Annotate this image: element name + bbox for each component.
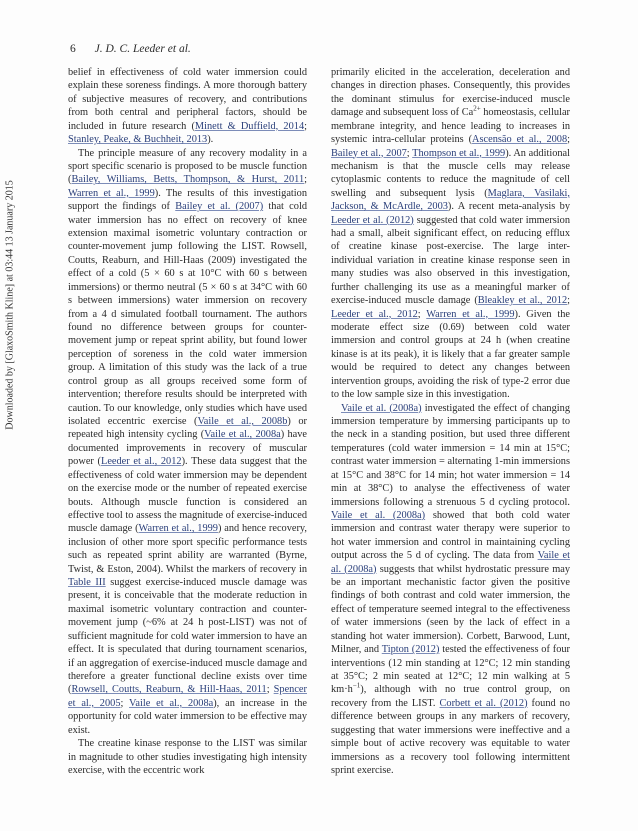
body-text: suggest exercise-induced muscle damage was present, it is conceivable that the moderate reduction in maximal isometric voluntary contraction and counter-movement jump (~6% at 24 h post-LIST) was not of sufficient magnitude for cold water immersion to have an effect. It is speculated that during tournament scenarios, if an aggregation of exercise-induced muscle damage and therefore a greater functional decline exists over time (: [68, 577, 308, 696]
body-text: ) have documented improvements in recovery of muscular power (: [68, 429, 308, 468]
body-text: ), although with no true control group, on recovery from the LIST.: [331, 684, 570, 709]
body-text: investigated the effect of changing immersion temperature by immersing participants up to the neck in a standing position, but used three different temperatures (cold water immersion = 14 min at 15°C; contrast water immersion = alternating 1-min immersions at 15°C and 38°C for 14 min; hot water immersion = 14 min at 38°C) to analyse the effectiveness of water immersions following a strenuous 5 d cycling protocol.: [331, 402, 570, 508]
body-text: ). Given the moderate effect size (0.69) between cold water immersion and control groups at 24 h (when creatine kinase is at its peak), it is likely that a far greater sample would be required to detect any changes between intervention groups, avoiding the risk of type-2 error due to the low sample size in this investigation.: [331, 308, 570, 401]
citation-link[interactable]: Vaile et al. (2008a): [331, 550, 570, 575]
body-text: ;: [406, 147, 413, 159]
body-text: ). The results of this investigation support the findings of: [68, 187, 308, 213]
citation-link[interactable]: Bleakley et al., 2012: [477, 295, 568, 307]
body-text: ). These data suggest that the effectiveness of cold water immersion may be dependent on the exercise mode or the number of repeated exercise bouts. Although muscle function is considered an effective tool to assess the magnitude of exercise-induced muscle damage (: [68, 456, 307, 535]
citation-link[interactable]: Vaile et al. (2008a): [341, 402, 422, 414]
body-text: ;: [304, 174, 307, 186]
body-text: primarily elicited in the acceleration, deceleration and changes in direction phases. Consequently, this provides the dominant stimulus for exercise-induced muscle damage and subsequent loss of Ca: [331, 67, 570, 119]
citation-link[interactable]: Rowsell, Coutts, Reaburn, & Hill-Haas, 2011: [71, 684, 267, 696]
citation-link[interactable]: Warren et al., 1999: [68, 187, 155, 199]
citation-link[interactable]: Vaile et al., 2008a: [129, 697, 214, 709]
citation-link[interactable]: Tipton (2012): [381, 644, 440, 656]
citation-link[interactable]: Bailey, Williams, Betts, Thompson, & Hurst, 2011: [71, 174, 305, 186]
body-text: ).: [207, 134, 214, 146]
citation-link[interactable]: Leeder et al., 2012: [331, 308, 418, 320]
citation-link[interactable]: Corbett et al. (2012): [439, 697, 528, 709]
body-text: homeostasis, cellular membrane integrity, and hence leading to increases in systemic intra-cellular proteins (: [331, 107, 570, 146]
citation-link[interactable]: Stanley, Peake, & Buchheit, 2013: [68, 134, 208, 146]
body-text: suggests that whilst hydrostatic pressure may be an important mechanistic factor given the positive findings of both contrast and cold water immersion, the effect of temperature seemed integral to the effectiveness of water immersions (seen by the lack of effect in a standing hot water immersion). Corbett, Barwood, Lunt, Milner, and: [331, 563, 570, 656]
paragraph: [331, 402, 570, 778]
citation-link[interactable]: Warren et al., 1999: [426, 308, 515, 320]
body-text: ;: [567, 134, 571, 146]
superscript: 2+: [473, 104, 481, 113]
body-text: found no difference between groups in any markers of recovery, suggesting that water immersions were ineffective and a simple bout of active recovery was equitable to water immersions as a recovery tool following intermittent sprint exercise.: [331, 697, 570, 776]
citation-link[interactable]: Thompson et al., 1999: [412, 147, 506, 159]
citation-link[interactable]: Spencer et al., 2005: [68, 684, 307, 709]
body-text: ;: [567, 295, 571, 307]
citation-link[interactable]: Vaile et al., 2008b: [197, 415, 288, 427]
body-text: tested the effectiveness of four interventions (12 min standing at 12°C; 12 min standing at 35°C; 2 min seated at 12°C; 12 min walking at 5 km·h: [331, 644, 570, 696]
right-column: [331, 66, 570, 777]
body-text: ;: [417, 308, 427, 320]
citation-link[interactable]: Table III: [68, 577, 106, 589]
body-text: showed that both cold water immersion and contrast water therapy were superior to hot water immersion and control in maintaining cycling output across the 5 d of cycling. The data from: [331, 509, 570, 562]
body-text: ) or repeated high intensity cycling (: [68, 415, 307, 441]
body-text: ). An additional mechanism is that the muscle cells may release cytoplasmic contents to reduce the magnitude of cell swelling and subsequent lysis (: [331, 147, 571, 199]
paragraph: [68, 66, 307, 147]
paragraph: [331, 66, 570, 402]
download-note: Downloaded by [GlaxoSmith Kline] at 03:44 13 January 2015: [4, 180, 16, 430]
left-column: [68, 66, 307, 777]
superscript: −1: [352, 681, 361, 690]
download-watermark: [3, 60, 17, 550]
citation-link[interactable]: Bailey et al., 2007: [331, 147, 407, 159]
running-header: [70, 43, 191, 55]
body-text: belief in effectiveness of cold water immersion could explain these soreness findings. A more thorough battery of subjective measures of recovery, and contributions from both central and peripheral factors, should be included in future research (: [68, 67, 307, 132]
citation-link[interactable]: Bailey et al. (2007): [175, 201, 264, 213]
citation-link[interactable]: Vaile et al., 2008a: [204, 429, 281, 441]
body-text: ). A recent meta-analysis by: [447, 201, 570, 213]
body-text: suggested that cold water immersion had a small, albeit significant effect, on reducing efflux of creatine kinase post-exercise. The large inter-individual variation in creatine kinase response seen in many studies was also observed in this investigation, further challenging its use as a meaningful marker of exercise-induced muscle damage (: [331, 214, 570, 307]
body-text: that cold water immersion has no effect on recovery of knee extension maximal isometric voluntary contraction or counter-movement jump following the LIST. Rowsell, Coutts, Reaburn, and Hill-Haas (2009) investigated the effect of a cold (5 × 60 s at 10°C with 60 s between immersions) or thermo neutral (5 × 60 s at 34°C with 60 s between immersions) water immersion on recovery from a 4 d simulated football tournament. The authors found no difference between groups for counter-movement jump or repeat sprint ability, but found lower perception of soreness in the cold water immersion group. A limitation of this study was the lack of a true control group as all groups received some form of intervention; therefore results should be interpreted with caution. To our knowledge, only studies which have used isolated eccentric exercise (: [68, 201, 307, 427]
citation-link[interactable]: Leeder et al., 2012: [101, 456, 182, 468]
running-head-authors: J. D. C. Leeder et al.: [94, 43, 191, 55]
citation-link[interactable]: Warren et al., 1999: [138, 523, 218, 535]
body-text: ) and hence recovery, inclusion of other more sport specific performance tests such as repeated sprint ability are warranted (Byrne, Twist, & Eston, 2004). Whilst the markers of recovery in: [68, 523, 308, 575]
body-text: The creatine kinase response to the LIST was similar in magnitude to other studies investigating high intensity exercise, with the eccentric work: [68, 738, 307, 776]
body-text: ;: [304, 120, 307, 132]
citation-link[interactable]: Maglara, Vasilaki, Jackson, & McArdle, 2003: [331, 187, 570, 213]
body-text: ;: [266, 684, 274, 696]
citation-link[interactable]: Minett & Duffield, 2014: [194, 120, 305, 132]
citation-link[interactable]: Leeder et al. (2012): [331, 214, 414, 226]
paragraph: [68, 737, 307, 777]
citation-link[interactable]: Ascensão et al., 2008: [472, 134, 568, 146]
citation-link[interactable]: Vaile et al. (2008a): [331, 509, 426, 521]
body-text: ), an increase in the opportunity for cold water immersion to be effective may exist.: [68, 697, 307, 736]
page-number: 6: [70, 43, 76, 55]
body-text: ;: [120, 697, 130, 709]
body-text: The principle measure of any recovery modality in a sport specific scenario is proposed to be muscle function (: [68, 147, 307, 186]
paragraph: [68, 147, 307, 738]
